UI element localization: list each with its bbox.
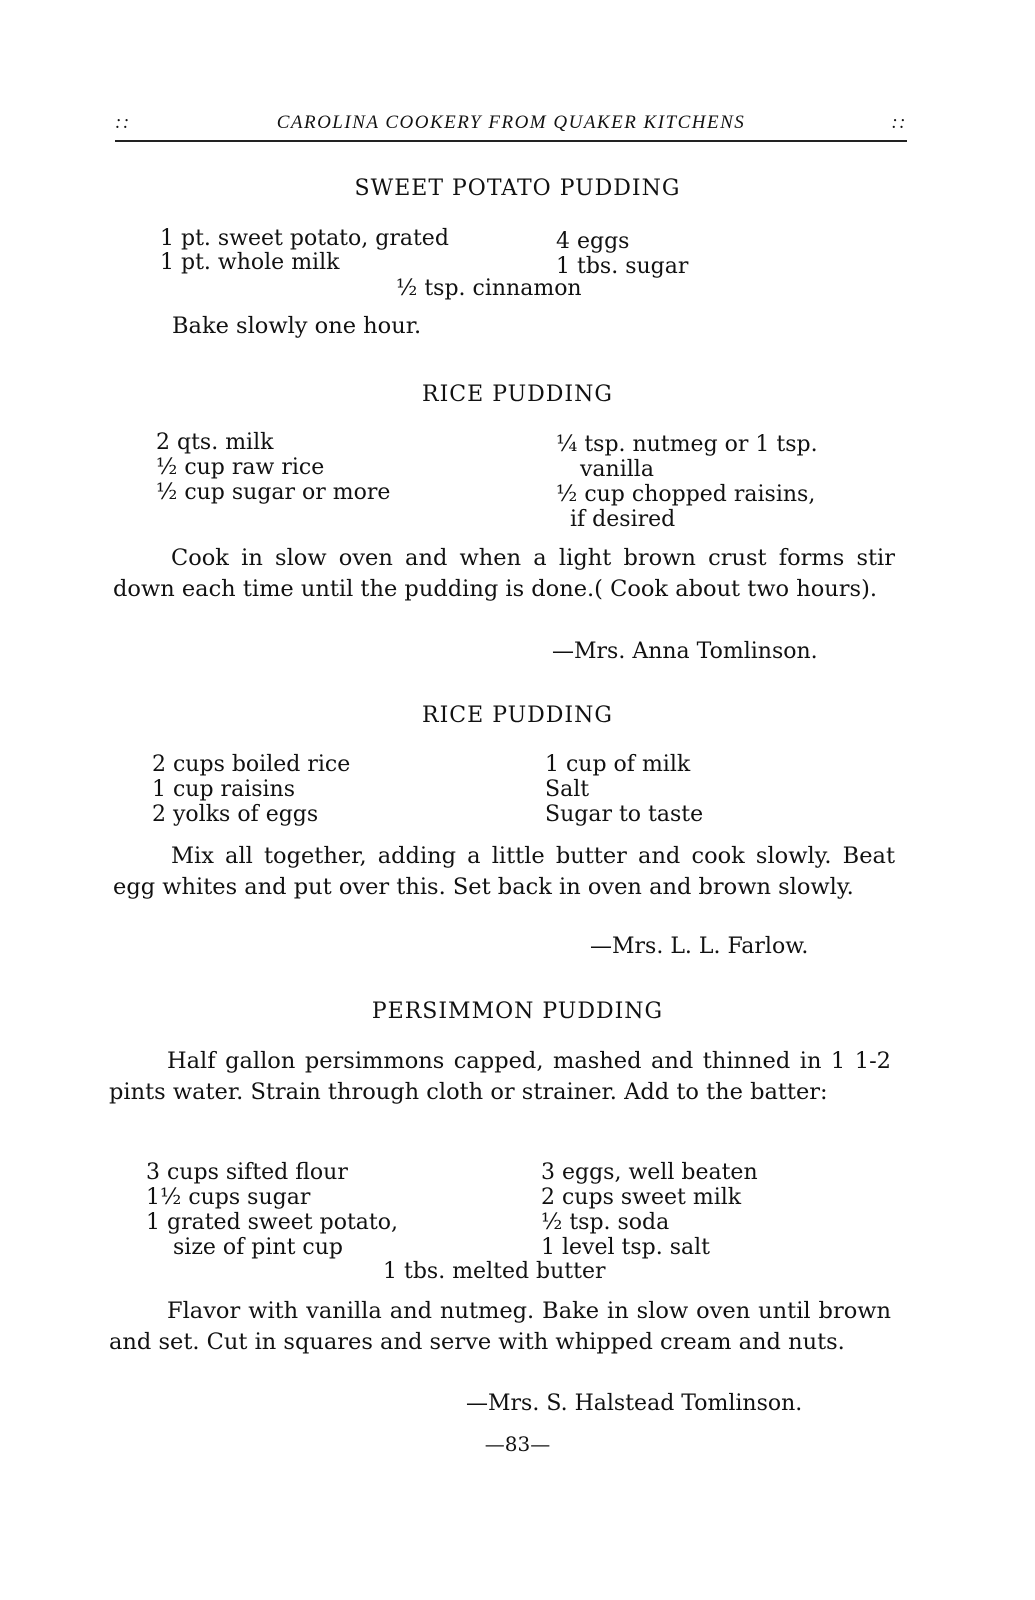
running-header bbox=[115, 112, 907, 142]
ingredient-left: size of pint cup bbox=[173, 1235, 344, 1260]
recipe-title: SWEET POTATO PUDDING bbox=[354, 176, 681, 201]
ingredient-center: ½ tsp. cinnamon bbox=[396, 276, 582, 301]
ingredient-right: if desired bbox=[570, 507, 676, 532]
recipe-intro: Half gallon persimmons capped, mashed and thinned in 1 1-2 pints water. Strain through cloth or strainer. Add to the batter: bbox=[109, 1048, 891, 1105]
ingredient-left: ½ cup raw rice bbox=[156, 455, 325, 480]
ingredient-right: 1 level tsp. salt bbox=[541, 1235, 711, 1260]
ingredient-right: Salt bbox=[545, 777, 590, 802]
ingredient-center: 1 tbs. melted butter bbox=[383, 1259, 606, 1284]
page-number: —83— bbox=[484, 1432, 551, 1456]
header-left-mark: :: bbox=[115, 112, 131, 133]
ingredient-right: 3 eggs, well beaten bbox=[541, 1160, 758, 1185]
ingredient-left: 2 qts. milk bbox=[156, 430, 274, 455]
ingredient-left: 1 cup raisins bbox=[152, 777, 296, 802]
recipe-author: —Mrs. L. L. Farlow. bbox=[590, 934, 809, 959]
ingredient-right: 2 cups sweet milk bbox=[541, 1185, 742, 1210]
ingredient-right: ¼ tsp. nutmeg or 1 tsp. bbox=[556, 432, 818, 457]
recipe-title: RICE PUDDING bbox=[422, 382, 613, 407]
ingredient-right: 4 eggs bbox=[556, 229, 630, 254]
ingredient-left: 2 cups boiled rice bbox=[152, 752, 351, 777]
recipe-title: RICE PUDDING bbox=[422, 703, 613, 728]
recipe-directions: Mix all together, adding a little butter and cook slowly. Beat egg whites and put over this. Set back in oven and brown slowly. bbox=[113, 843, 895, 900]
recipe-author: —Mrs. S. Halstead Tomlinson. bbox=[466, 1391, 803, 1416]
ingredient-left: 1 pt. whole milk bbox=[160, 250, 340, 275]
ingredient-right: ½ cup chopped raisins, bbox=[556, 482, 816, 507]
header-title: CAROLINA COOKERY FROM QUAKER KITCHENS bbox=[276, 112, 746, 133]
ingredient-left: ½ cup sugar or more bbox=[156, 480, 391, 505]
recipe-directions: Bake slowly one hour. bbox=[172, 313, 422, 339]
ingredient-left: 1 pt. sweet potato, grated bbox=[160, 226, 449, 251]
ingredient-right: vanilla bbox=[580, 457, 654, 482]
ingredient-right: Sugar to taste bbox=[545, 802, 704, 827]
recipe-directions: Cook in slow oven and when a light brown crust forms stir down each time until the pudding is done.( Cook about two hours). bbox=[113, 545, 895, 602]
ingredient-left: 1½ cups sugar bbox=[146, 1185, 311, 1210]
ingredient-left: 2 yolks of eggs bbox=[152, 802, 319, 827]
ingredient-right: 1 cup of milk bbox=[545, 752, 691, 777]
ingredient-right: ½ tsp. soda bbox=[541, 1210, 670, 1235]
ingredient-left: 1 grated sweet potato, bbox=[146, 1210, 399, 1235]
recipe-title: PERSIMMON PUDDING bbox=[371, 999, 664, 1024]
header-right-mark: :: bbox=[891, 112, 907, 133]
ingredient-left: 3 cups sifted flour bbox=[146, 1160, 348, 1185]
recipe-author: —Mrs. Anna Tomlinson. bbox=[552, 639, 818, 664]
recipe-directions: Flavor with vanilla and nutmeg. Bake in slow oven until brown and set. Cut in squares and serve with whipped cream and nuts. bbox=[109, 1298, 891, 1355]
ingredient-right: 1 tbs. sugar bbox=[556, 254, 689, 279]
